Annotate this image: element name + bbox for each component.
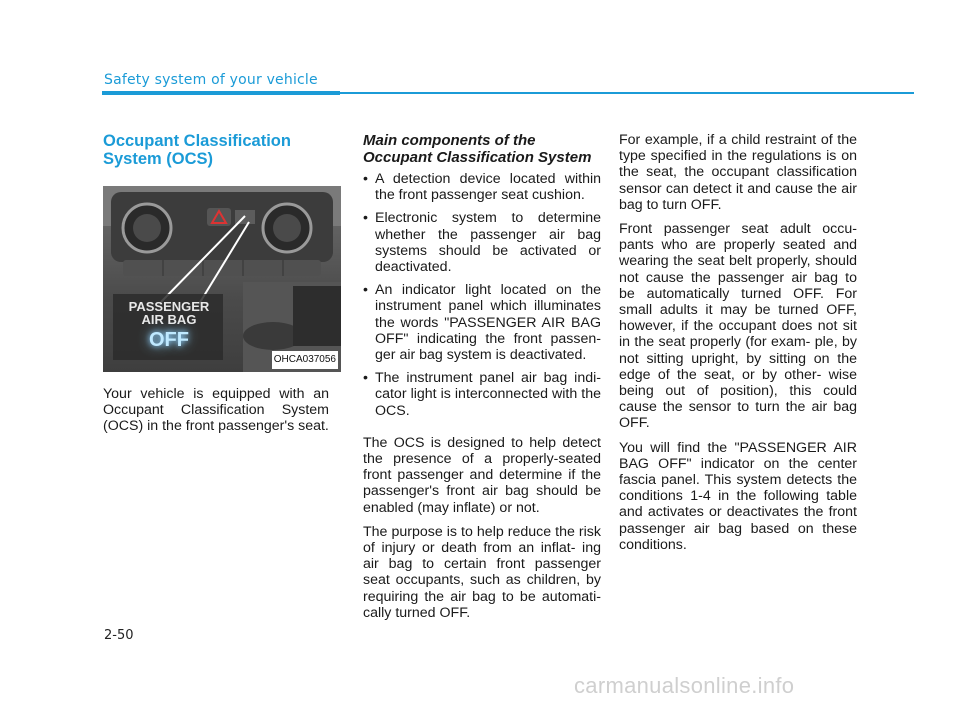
column-right	[619, 132, 857, 561]
components-list	[363, 171, 601, 419]
figure-code: OHCA037056	[272, 351, 338, 369]
column-middle	[363, 132, 601, 629]
adult-occupant-paragraph: Front passenger seat adult occu- pants who are properly seated and wearing the seat belt properly, should not cause the passenger air bag to be automatically turned OFF. For small adults it may be turned OFF, however, if the occupant does not sit in the seat properly (for exam- ple, by not sitting upright, by sitting on the edge of the seat, or by other- wise being out of position), this could cause the sensor to turn the air bag OFF.	[619, 221, 857, 432]
ocs-risk-paragraph: The purpose is to help reduce the risk of injury or death from an inflat- ing air bag to certain front passenger seat occupants, such as children, by requiring the air bag to be automati- cally turned OFF.	[363, 523, 601, 621]
ocs-purpose-paragraph: The OCS is designed to help detect the presence of a properly-seated front passenger and determine if the passenger's front air bag should be enabled (may inflate) or not.	[363, 434, 601, 516]
header-rule-accent	[102, 91, 340, 95]
section-header-title: Safety system of your vehicle	[104, 72, 318, 88]
indicator-label-line1: PASSENGER	[128, 299, 210, 314]
list-item: • Electronic system to determine whether the passenger air bag systems should be activated or deactivated.	[363, 210, 601, 275]
indicator-label-line2: AIR BAG	[141, 312, 197, 327]
list-item: • The instrument panel air bag indi- cator light is interconnected with the OCS.	[363, 370, 601, 419]
column-left	[103, 132, 336, 443]
section-heading: Occupant Classification System (OCS)	[103, 132, 291, 168]
intro-paragraph: Your vehicle is equipped with an Occupant Classification System (OCS) in the front passenger's seat.	[103, 386, 329, 435]
passenger-airbag-indicator	[117, 300, 221, 351]
indicator-status-off: OFF	[149, 329, 189, 351]
watermark-text: carmanualsonline.info	[574, 673, 795, 698]
indicator-location-paragraph: You will find the "PASSENGER AIR BAG OFF" indicator on the center fascia panel. This system detects the conditions 1-4 in the following table and activates or deactivates the front passenger air bag based on these conditions.	[619, 439, 857, 553]
list-item: • A detection device located within the front passenger seat cushion.	[363, 171, 601, 203]
page-number: 2-50	[104, 628, 134, 643]
child-restraint-paragraph: For example, if a child restraint of the type specified in the regulations is on the seat, the occupant classification sensor can detect it and cause the air bag to turn OFF.	[619, 132, 857, 213]
list-item: • An indicator light located on the instrument panel which illuminates the words "PASSENGER AIR BAG OFF" indicating the front passen- ger air bag system is deactivated.	[363, 282, 601, 363]
subsection-heading: Main components of the Occupant Classification System	[363, 132, 592, 166]
dashboard-figure	[103, 186, 341, 372]
